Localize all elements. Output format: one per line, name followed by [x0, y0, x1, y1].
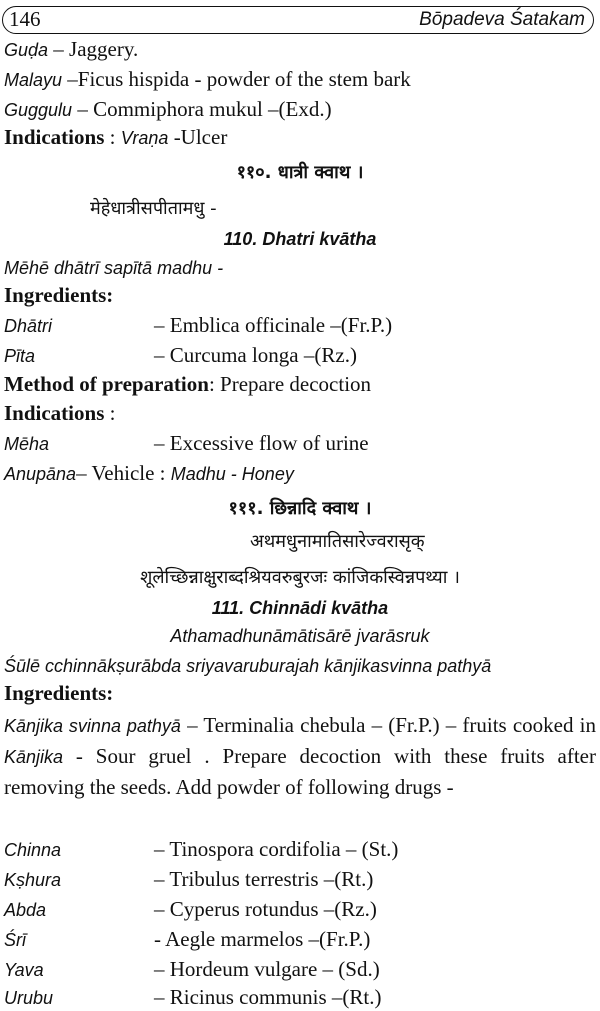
book-title: Bōpadeva Śatakam [419, 9, 585, 30]
indication-row: Mēha – Excessive flow of urine [4, 431, 369, 455]
section-111-verse-1: अथमधुनामातिसारेज्वरासृक् [250, 531, 425, 552]
section-110-verse: मेहेधात्रीसपीतामधु - [90, 198, 217, 219]
ingredient-row: Chinna – Tinospora cordifolia – (St.) [4, 837, 399, 861]
section-111-transliteration-2: Śūlē cchinnākṣurābda sriyavaruburajah kānjikasvinna pathyā [4, 656, 492, 676]
ingredient-row: Pīta – Curcuma longa –(Rz.) [4, 343, 357, 367]
section-110-transliteration: Mēhē dhātrī sapītā madhu - [4, 258, 224, 278]
preparation-paragraph: Kānjika svinna pathyā – Terminalia chebula – (Fr.P.) – fruits cooked in Kānjika - Sour gruel . Prepare decoction with these fruits after removing the seeds. Add powder of following drugs - [4, 713, 596, 799]
section-111-heading: 111. Chinnādi kvātha [211, 598, 389, 618]
section-111-ingredients-label: Ingredients: [4, 681, 114, 705]
page-header [2, 6, 594, 34]
ingredient-row: Urubu – Ricinus communis –(Rt.) [4, 985, 382, 1009]
glossary-line-guda: Guḍa – Jaggery. [4, 37, 139, 61]
section-111-verse-2: शूलेच्छिन्नाक्षुराब्दश्रियवरुबुरजः कांजिकस्विन्नपथ्या । [140, 567, 460, 588]
section-111-transliteration-1: Athamadhunāmātisārē jvarāsruk [170, 626, 430, 646]
anupana-line: Anupāna– Vehicle : Madhu - Honey [4, 461, 294, 485]
indications-line: Indications : Vraṇa -Ulcer [4, 125, 228, 149]
section-110-heading-devanagari: ११०. धात्री क्वाथ । [236, 162, 364, 183]
ingredient-row: Yava – Hordeum vulgare – (Sd.) [4, 957, 380, 981]
ingredient-row: Dhātri – Emblica officinale –(Fr.P.) [4, 313, 393, 337]
section-110-ingredients-label: Ingredients: [4, 283, 114, 307]
ingredient-row: Kṣhura – Tribulus terrestris –(Rt.) [4, 867, 374, 891]
page-number: 146 [9, 7, 41, 31]
ingredient-row: Abda – Cyperus rotundus –(Rz.) [4, 897, 377, 921]
method-of-preparation: Method of preparation: Prepare decoction [4, 372, 372, 396]
section-110-heading: 110. Dhatri kvātha [223, 229, 377, 249]
section-110-indications-label: Indications : [4, 401, 116, 425]
glossary-line-guggulu: Guggulu – Commiphora mukul –(Exd.) [4, 97, 332, 121]
ingredient-row: Śrī - Aegle marmelos –(Fr.P.) [4, 927, 371, 951]
section-111-heading-devanagari: १११. छिन्नादि क्वाथ । [228, 498, 372, 519]
glossary-line-malayu: Malayu –Ficus hispida - powder of the stem bark [4, 67, 411, 91]
